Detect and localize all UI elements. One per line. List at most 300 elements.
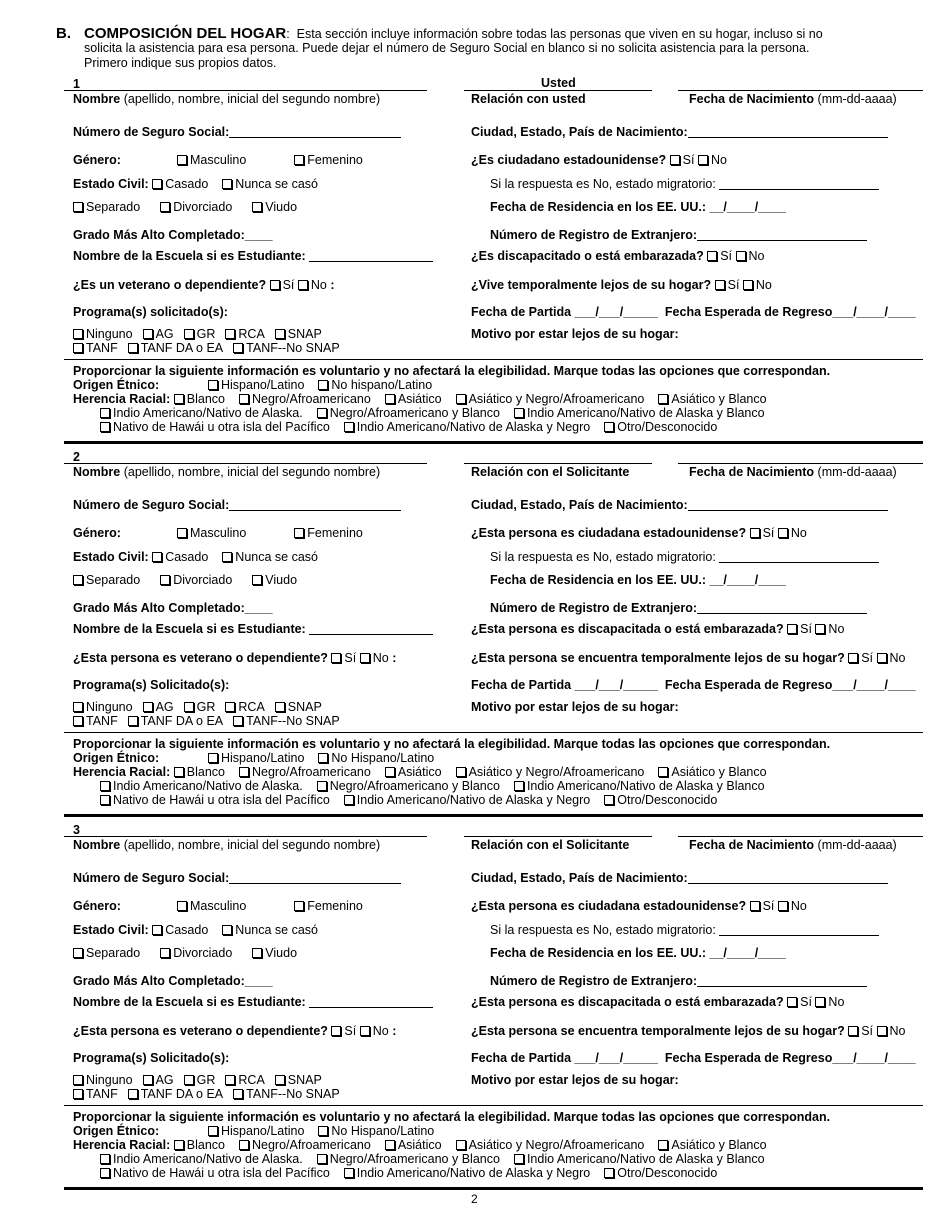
option-label: Nunca se casó: [235, 923, 318, 937]
option-label: Indio Americano/Nativo de Alaska y Blanco: [526, 1152, 765, 1166]
race-row-2: [100, 406, 779, 421]
checkbox-icon[interactable]: [100, 781, 110, 791]
checkbox-icon[interactable]: [177, 528, 187, 538]
checkbox-icon[interactable]: [177, 901, 187, 911]
checkbox-icon[interactable]: [73, 1075, 83, 1085]
checkbox-icon[interactable]: [73, 702, 83, 712]
checkbox-icon[interactable]: [160, 948, 170, 958]
option-label: GR: [196, 700, 216, 714]
checkbox-icon[interactable]: [270, 280, 280, 290]
ssn-input[interactable]: [229, 126, 401, 138]
option-label: No hispano/Latino: [331, 378, 433, 392]
checkbox-icon[interactable]: [514, 1154, 524, 1164]
voluntary-note-row: [73, 364, 830, 379]
yes-label: Sí: [800, 995, 812, 1009]
away-label: ¿Vive temporalmente lejos de su hogar?: [471, 278, 712, 292]
school-label: Nombre de la Escuela si es Estudiante:: [73, 622, 306, 636]
checkbox-icon[interactable]: [385, 767, 395, 777]
option-label: Nunca se casó: [235, 550, 318, 564]
citizen-label: ¿Es ciudadano estadounidense?: [471, 153, 667, 167]
checkbox-icon[interactable]: [815, 997, 825, 1007]
option-label: TANF--No SNAP: [246, 341, 340, 355]
option-label: TANF DA o EA: [140, 341, 224, 355]
option-label: RCA: [238, 1073, 265, 1087]
birthplace-row: [471, 125, 888, 140]
checkbox-icon[interactable]: [604, 1168, 614, 1178]
checkbox-icon[interactable]: [360, 1026, 370, 1036]
option-label: Viudo: [265, 573, 298, 587]
gender-label: Género:: [73, 899, 121, 913]
checkbox-icon[interactable]: [252, 202, 262, 212]
checkbox-icon[interactable]: [73, 343, 83, 353]
checkbox-icon[interactable]: [225, 1075, 235, 1085]
checkbox-icon[interactable]: [233, 343, 243, 353]
gender-row: [73, 526, 121, 541]
option-label: Masculino: [190, 153, 247, 167]
disabled-row: [471, 622, 844, 637]
immigration-input[interactable]: [719, 924, 879, 936]
no-label: No: [828, 995, 845, 1009]
checkbox-icon[interactable]: [385, 1140, 395, 1150]
option-label: Masculino: [190, 526, 247, 540]
gender-options: [177, 899, 411, 914]
page-number: 2: [471, 1192, 478, 1206]
voluntary-divider: [64, 359, 923, 360]
ssn-row: [73, 871, 401, 886]
alien-row: [490, 974, 867, 989]
disabled-label: ¿Es discapacitado o está embarazada?: [471, 249, 704, 263]
checkbox-icon[interactable]: [177, 155, 187, 165]
checkbox-icon[interactable]: [736, 251, 746, 261]
dob-hint: (mm-dd-aaaa): [817, 838, 897, 852]
residence-row: [490, 946, 786, 961]
checkbox-icon[interactable]: [848, 1026, 858, 1036]
person-number: 1: [73, 77, 80, 91]
away-reason-label: Motivo por estar lejos de su hogar:: [471, 700, 679, 714]
option-label: Hispano/Latino: [221, 378, 305, 392]
residence-row: [490, 573, 786, 588]
option-label: Viudo: [265, 200, 298, 214]
checkbox-icon[interactable]: [174, 1140, 184, 1150]
yes-label: Sí: [282, 278, 295, 292]
departure-label: Fecha de Partida: [471, 305, 572, 319]
disabled-row: [471, 995, 844, 1010]
no-label: No: [755, 278, 772, 292]
checkbox-icon[interactable]: [128, 1089, 138, 1099]
departure-date-input: ___/___/_____: [574, 305, 658, 319]
checkbox-icon[interactable]: [317, 408, 327, 418]
checkbox-icon[interactable]: [275, 1075, 285, 1085]
checkbox-icon[interactable]: [778, 528, 788, 538]
dob-label: Fecha de Nacimiento: [689, 92, 815, 106]
immigration-label: Si la respuesta es No, estado migratorio:: [490, 177, 716, 191]
checkbox-icon[interactable]: [344, 795, 354, 805]
checkbox-icon[interactable]: [100, 795, 110, 805]
alien-label: Número de Registro de Extranjero:: [490, 974, 697, 988]
gender-row: [73, 899, 121, 914]
yes-label: Sí: [344, 651, 357, 665]
checkbox-icon[interactable]: [877, 653, 887, 663]
checkbox-icon[interactable]: [143, 1075, 153, 1085]
away-reason-row: [471, 327, 679, 342]
programs-row-2: [73, 714, 350, 729]
birthplace-input[interactable]: [688, 126, 888, 138]
ssn-input[interactable]: [229, 872, 401, 884]
checkbox-icon[interactable]: [152, 179, 162, 189]
voluntary-note: Proporcionar la siguiente información es voluntario y no afectará la elegibilidad. Marque todas las opciones que correspondan.: [73, 364, 831, 378]
relation-caption: [471, 838, 629, 853]
return-label: Fecha Esperada de Regreso: [664, 305, 833, 319]
option-label: Otro/Desconocido: [617, 1166, 718, 1180]
option-label: Indio Americano/Nativo de Alaska y Negro: [356, 793, 591, 807]
checkbox-icon[interactable]: [750, 528, 760, 538]
birthplace-label: Ciudad, Estado, País de Nacimiento:: [471, 125, 688, 139]
checkbox-icon[interactable]: [360, 653, 370, 663]
residence-row: [490, 200, 786, 215]
checkbox-icon[interactable]: [317, 781, 327, 791]
name-label: Nombre: [73, 838, 121, 852]
yes-label: Sí: [682, 153, 695, 167]
checkbox-icon[interactable]: [233, 1089, 243, 1099]
gender-label: Género:: [73, 526, 121, 540]
alien-label: Número de Registro de Extranjero:: [490, 601, 697, 615]
checkbox-icon[interactable]: [225, 329, 235, 339]
checkbox-icon[interactable]: [252, 575, 262, 585]
ethnic-options: [208, 378, 446, 393]
dob-caption: [689, 92, 897, 107]
checkbox-icon[interactable]: [715, 280, 725, 290]
option-label: Femenino: [307, 899, 363, 913]
name-hint: (apellido, nombre, inicial del segundo nombre): [123, 92, 381, 106]
option-label: Otro/Desconocido: [617, 793, 718, 807]
option-label: Indio Americano/Nativo de Alaska y Negro: [356, 420, 591, 434]
away-reason-row: [471, 700, 679, 715]
option-label: Negro/Afroamericano: [252, 765, 371, 779]
checkbox-icon[interactable]: [152, 925, 162, 935]
gender-label: Género:: [73, 153, 121, 167]
option-label: TANF: [86, 341, 118, 355]
checkbox-icon[interactable]: [184, 329, 194, 339]
no-label: No: [310, 278, 327, 292]
relation-label: Relación con usted: [471, 92, 586, 106]
checkbox-icon[interactable]: [222, 925, 232, 935]
checkbox-icon[interactable]: [294, 155, 304, 165]
birthplace-input[interactable]: [688, 872, 888, 884]
checkbox-icon[interactable]: [318, 380, 328, 390]
checkbox-icon[interactable]: [670, 155, 680, 165]
checkbox-icon[interactable]: [222, 552, 232, 562]
no-label: No: [372, 1024, 389, 1038]
residence-label: Fecha de Residencia en los EE. UU.:: [490, 200, 707, 214]
section-intro-line-3: Primero indique sus propios datos.: [84, 56, 277, 70]
veteran-label: ¿Esta persona es veterano o dependiente?: [73, 1024, 328, 1038]
grade-row: [73, 601, 273, 616]
checkbox-icon[interactable]: [73, 575, 83, 585]
checkbox-icon[interactable]: [331, 653, 341, 663]
ethnic-label: Origen Étnico:: [73, 751, 160, 765]
option-label: Separado: [86, 200, 141, 214]
checkbox-icon[interactable]: [73, 1089, 83, 1099]
checkbox-icon[interactable]: [456, 394, 466, 404]
relation-label: Relación con el Solicitante: [471, 465, 630, 479]
school-row: [73, 249, 433, 264]
veteran-label: ¿Es un veterano o dependiente?: [73, 278, 267, 292]
disabled-label: ¿Esta persona es discapacitada o está embarazada?: [471, 995, 784, 1009]
option-label: Negro/Afroamericano y Blanco: [329, 406, 500, 420]
citizen-row: [471, 899, 807, 914]
marital-row-2: [73, 946, 317, 961]
programs-row-1: [73, 1073, 332, 1088]
checkbox-icon[interactable]: [514, 408, 524, 418]
programs-label: Programa(s) solicitado(s):: [73, 305, 228, 319]
option-label: TANF DA o EA: [140, 714, 224, 728]
voluntary-note-row: [73, 737, 830, 752]
option-label: Asiático y Blanco: [671, 1138, 767, 1152]
birthplace-row: [471, 871, 888, 886]
checkbox-icon[interactable]: [100, 408, 110, 418]
option-label: TANF--No SNAP: [246, 1087, 340, 1101]
checkbox-icon[interactable]: [344, 422, 354, 432]
checkbox-icon[interactable]: [233, 716, 243, 726]
marital-label: Estado Civil:: [73, 550, 149, 564]
checkbox-icon[interactable]: [456, 767, 466, 777]
checkbox-icon[interactable]: [318, 1126, 328, 1136]
checkbox-icon[interactable]: [317, 1154, 327, 1164]
checkbox-icon[interactable]: [128, 716, 138, 726]
immigration-row: [490, 177, 879, 192]
checkbox-icon[interactable]: [73, 329, 83, 339]
programs-label: Programa(s) Solicitado(s):: [73, 1051, 230, 1065]
no-label: No: [748, 249, 765, 263]
checkbox-icon[interactable]: [143, 329, 153, 339]
school-input[interactable]: [309, 996, 433, 1008]
race-row-1: [73, 765, 781, 780]
option-label: Negro/Afroamericano y Blanco: [329, 1152, 500, 1166]
school-label: Nombre de la Escuela si es Estudiante:: [73, 249, 306, 263]
alien-number-input[interactable]: [697, 229, 867, 241]
checkbox-icon[interactable]: [318, 753, 328, 763]
option-label: RCA: [238, 327, 265, 341]
checkbox-icon[interactable]: [184, 702, 194, 712]
option-label: Asiático: [397, 392, 442, 406]
alien-label: Número de Registro de Extranjero:: [490, 228, 697, 242]
dob-caption: [689, 465, 897, 480]
checkbox-icon[interactable]: [707, 251, 717, 261]
checkbox-icon[interactable]: [877, 1026, 887, 1036]
alien-number-input[interactable]: [697, 602, 867, 614]
checkbox-icon[interactable]: [252, 948, 262, 958]
immigration-input[interactable]: [719, 178, 879, 190]
option-label: Indio Americano/Nativo de Alaska.: [113, 779, 303, 793]
option-label: Ninguno: [86, 700, 133, 714]
checkbox-icon[interactable]: [344, 1168, 354, 1178]
checkbox-icon[interactable]: [239, 767, 249, 777]
option-label: Hispano/Latino: [221, 1124, 305, 1138]
option-label: Masculino: [190, 899, 247, 913]
option-label: GR: [196, 327, 216, 341]
checkbox-icon[interactable]: [778, 901, 788, 911]
ethnic-label-row: [73, 1124, 159, 1139]
checkbox-icon[interactable]: [239, 1140, 249, 1150]
programs-row-1: [73, 700, 332, 715]
relation-label: Relación con el Solicitante: [471, 838, 630, 852]
ethnic-options: [208, 1124, 448, 1139]
option-label: Casado: [165, 550, 209, 564]
option-label: TANF: [86, 1087, 118, 1101]
checkbox-icon[interactable]: [658, 767, 668, 777]
checkbox-icon[interactable]: [331, 1026, 341, 1036]
veteran-label: ¿Esta persona es veterano o dependiente?: [73, 651, 328, 665]
school-row: [73, 622, 433, 637]
away-row: [471, 651, 905, 666]
ssn-input[interactable]: [229, 499, 401, 511]
away-row: [471, 278, 772, 293]
checkbox-icon[interactable]: [658, 1140, 668, 1150]
checkbox-icon[interactable]: [73, 202, 83, 212]
checkbox-icon[interactable]: [604, 795, 614, 805]
ssn-row: [73, 125, 401, 140]
checkbox-icon[interactable]: [100, 422, 110, 432]
checkbox-icon[interactable]: [208, 753, 218, 763]
relation-field-line: [464, 463, 652, 464]
option-label: Otro/Desconocido: [617, 420, 718, 434]
ssn-row: [73, 498, 401, 513]
option-label: RCA: [238, 700, 265, 714]
yes-label: Sí: [344, 1024, 357, 1038]
option-label: Asiático y Blanco: [671, 392, 767, 406]
option-label: Femenino: [307, 153, 363, 167]
checkbox-icon[interactable]: [174, 767, 184, 777]
dob-label: Fecha de Nacimiento: [689, 838, 815, 852]
option-label: Separado: [86, 946, 141, 960]
checkbox-icon[interactable]: [73, 948, 83, 958]
checkbox-icon[interactable]: [298, 280, 308, 290]
citizen-row: [471, 153, 727, 168]
option-label: Divorciado: [173, 200, 233, 214]
option-label: AG: [155, 327, 174, 341]
immigration-row: [490, 923, 879, 938]
checkbox-icon[interactable]: [750, 901, 760, 911]
residence-label: Fecha de Residencia en los EE. UU.:: [490, 573, 707, 587]
birthplace-row: [471, 498, 888, 513]
option-label: Divorciado: [173, 573, 233, 587]
checkbox-icon[interactable]: [208, 380, 218, 390]
option-label: Indio Americano/Nativo de Alaska.: [113, 406, 303, 420]
name-hint: (apellido, nombre, inicial del segundo nombre): [123, 838, 381, 852]
immigration-input[interactable]: [719, 551, 879, 563]
birthplace-label: Ciudad, Estado, País de Nacimiento:: [471, 871, 688, 885]
school-input[interactable]: [309, 250, 433, 262]
residence-label: Fecha de Residencia en los EE. UU.:: [490, 946, 707, 960]
checkbox-icon[interactable]: [275, 702, 285, 712]
option-label: Hispano/Latino: [221, 751, 305, 765]
checkbox-icon[interactable]: [128, 343, 138, 353]
checkbox-icon[interactable]: [239, 394, 249, 404]
race-row-3: [100, 1166, 731, 1181]
checkbox-icon[interactable]: [787, 997, 797, 1007]
checkbox-icon[interactable]: [743, 280, 753, 290]
checkbox-icon[interactable]: [848, 653, 858, 663]
away-label: ¿Esta persona se encuentra temporalmente lejos de su hogar?: [471, 651, 845, 665]
veteran-suffix: :: [392, 1024, 397, 1038]
checkbox-icon[interactable]: [100, 1168, 110, 1178]
checkbox-icon[interactable]: [698, 155, 708, 165]
option-label: SNAP: [287, 1073, 322, 1087]
school-input[interactable]: [309, 623, 433, 635]
checkbox-icon[interactable]: [385, 394, 395, 404]
veteran-row: [73, 278, 335, 293]
checkbox-icon[interactable]: [658, 394, 668, 404]
yes-label: Sí: [762, 526, 775, 540]
checkbox-icon[interactable]: [160, 575, 170, 585]
name-hint: (apellido, nombre, inicial del segundo nombre): [123, 465, 381, 479]
away-row: [471, 1024, 905, 1039]
checkbox-icon[interactable]: [787, 624, 797, 634]
alien-number-input[interactable]: [697, 975, 867, 987]
checkbox-icon[interactable]: [73, 716, 83, 726]
checkbox-icon[interactable]: [514, 781, 524, 791]
checkbox-icon[interactable]: [184, 1075, 194, 1085]
birthplace-input[interactable]: [688, 499, 888, 511]
checkbox-icon[interactable]: [100, 1154, 110, 1164]
option-label: Indio Americano/Nativo de Alaska y Negro: [356, 1166, 591, 1180]
checkbox-icon[interactable]: [294, 528, 304, 538]
checkbox-icon[interactable]: [456, 1140, 466, 1150]
option-label: Blanco: [186, 1138, 225, 1152]
section-header: COMPOSICIÓN DEL HOGAR: Esta sección incluye información sobre todas las personas que viven en su hogar, incluso si no: [84, 25, 823, 42]
checkbox-icon[interactable]: [222, 179, 232, 189]
checkbox-icon[interactable]: [275, 329, 285, 339]
programs-label-row: [73, 1051, 229, 1066]
option-label: Ninguno: [86, 1073, 133, 1087]
checkbox-icon[interactable]: [174, 394, 184, 404]
departure-row: [471, 678, 916, 693]
disabled-row: [471, 249, 765, 264]
no-label: No: [372, 651, 389, 665]
grade-row: [73, 974, 273, 989]
no-label: No: [828, 622, 845, 636]
departure-date-input: ___/___/_____: [574, 678, 658, 692]
dob-label: Fecha de Nacimiento: [689, 465, 815, 479]
checkbox-icon[interactable]: [225, 702, 235, 712]
yes-label: Sí: [762, 899, 775, 913]
gender-row: [73, 153, 121, 168]
relation-value[interactable]: Usted: [541, 76, 576, 90]
person-number: 2: [73, 450, 80, 464]
checkbox-icon[interactable]: [143, 702, 153, 712]
checkbox-icon[interactable]: [294, 901, 304, 911]
checkbox-icon[interactable]: [604, 422, 614, 432]
yes-label: Sí: [861, 651, 874, 665]
checkbox-icon[interactable]: [160, 202, 170, 212]
race-row-2: [100, 779, 779, 794]
race-row-2: [100, 1152, 779, 1167]
race-row-1: [73, 392, 781, 407]
option-label: Indio Americano/Nativo de Alaska.: [113, 1152, 303, 1166]
marital-label: Estado Civil:: [73, 177, 149, 191]
no-label: No: [889, 1024, 906, 1038]
checkbox-icon[interactable]: [152, 552, 162, 562]
checkbox-icon[interactable]: [815, 624, 825, 634]
option-label: Divorciado: [173, 946, 233, 960]
marital-row-2: [73, 573, 317, 588]
dob-field-line: [678, 463, 923, 464]
checkbox-icon[interactable]: [208, 1126, 218, 1136]
immigration-label: Si la respuesta es No, estado migratorio:: [490, 550, 716, 564]
option-label: SNAP: [287, 327, 322, 341]
citizen-row: [471, 526, 807, 541]
voluntary-divider: [64, 1105, 923, 1106]
